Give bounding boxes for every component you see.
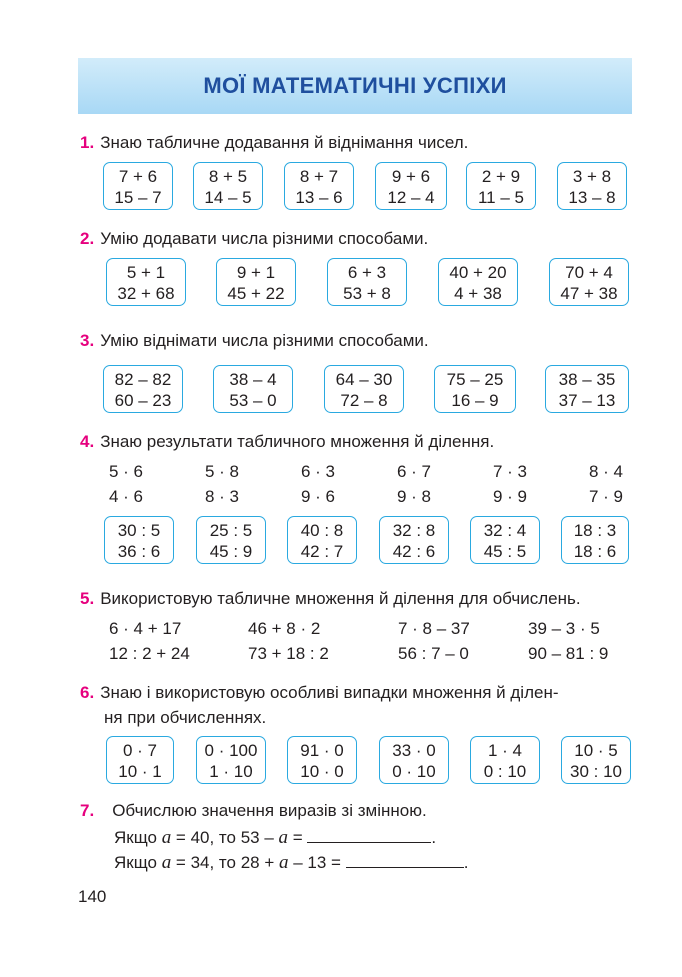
task-text: ня при обчисленнях. xyxy=(104,708,267,727)
variable-a: a xyxy=(161,852,172,873)
task-text: Знаю і використовую особливі випадки множення й ділен- xyxy=(100,683,559,702)
variable-a: a xyxy=(279,852,289,873)
variable-a: a xyxy=(278,827,289,848)
expression-box: 38 – 35 37 – 13 xyxy=(545,365,629,413)
title-banner xyxy=(78,58,632,114)
expression-column: 7 · 8 – 37 56 : 7 – 0 xyxy=(398,619,470,663)
expression-box: 40 : 8 42 : 7 xyxy=(287,516,357,564)
task-5-heading xyxy=(80,588,581,610)
expression-box: 30 : 5 36 : 6 xyxy=(104,516,174,564)
task-number: 6. xyxy=(80,683,95,702)
expression-box: 1 · 4 0 : 10 xyxy=(470,736,540,784)
task-text: Знаю результати табличного множення й ділення. xyxy=(100,432,495,451)
task-6-heading-continued xyxy=(104,707,266,729)
expression-box: 10 · 5 30 : 10 xyxy=(561,736,631,784)
task-text: Умію віднімати числа різними способами. xyxy=(100,331,429,350)
task-number: 2. xyxy=(80,229,95,248)
expression-box: 5 + 1 32 + 68 xyxy=(106,258,186,306)
expression-column: 46 + 8 · 2 73 + 18 : 2 xyxy=(248,619,329,663)
variable-expression-line-2: Якщо a = 34, то 28 + a – 13 = . xyxy=(114,852,469,873)
expression-column: 8 · 4 7 · 9 xyxy=(589,462,624,506)
expression-box: 18 : 3 18 : 6 xyxy=(561,516,629,564)
task-number: 5. xyxy=(80,589,95,608)
expression-box: 40 + 20 4 + 38 xyxy=(438,258,518,306)
task-1-boxes xyxy=(0,162,682,214)
expression-box: 82 – 82 60 – 23 xyxy=(103,365,183,413)
task-text: Знаю табличне додавання й віднімання чисел. xyxy=(100,133,469,152)
task-text: Обчислюю значення виразів зі змінною. xyxy=(112,801,427,820)
expression-box: 38 – 4 53 – 0 xyxy=(213,365,293,413)
task-number: 3. xyxy=(80,331,95,350)
expression-column: 5 · 6 4 · 6 xyxy=(109,462,144,506)
page-title: МОЇ МАТЕМАТИЧНІ УСПІХИ xyxy=(203,73,507,98)
task-number: 4. xyxy=(80,432,95,451)
expression-box: 2 + 9 11 – 5 xyxy=(466,162,536,210)
task-2-heading xyxy=(80,228,428,250)
task-number: 7. xyxy=(80,801,95,820)
task-2-boxes xyxy=(0,258,682,310)
task-4-boxes xyxy=(0,516,682,568)
expression-box: 8 + 5 14 – 5 xyxy=(193,162,263,210)
expression-box: 0 · 100 1 · 10 xyxy=(196,736,266,784)
expression-column: 39 – 3 · 5 90 – 81 : 9 xyxy=(528,619,609,663)
expression-column: 6 · 4 + 17 12 : 2 + 24 xyxy=(109,619,190,663)
expression-box: 3 + 8 13 – 8 xyxy=(557,162,627,210)
variable-expression-line-1: Якщо a = 40, то 53 – a = . xyxy=(114,827,437,848)
answer-blank[interactable] xyxy=(346,853,464,868)
expression-box: 75 – 25 16 – 9 xyxy=(434,365,516,413)
expression-box: 64 – 30 72 – 8 xyxy=(324,365,404,413)
expression-column: 6 · 7 9 · 8 xyxy=(397,462,432,506)
task-1-heading xyxy=(80,132,468,154)
task-number: 1. xyxy=(80,133,95,152)
page-number: 140 xyxy=(78,887,107,906)
expression-box: 9 + 6 12 – 4 xyxy=(375,162,447,210)
expression-box: 6 + 3 53 + 8 xyxy=(327,258,407,306)
task-3-heading xyxy=(80,330,429,352)
task-6-boxes xyxy=(0,736,682,788)
task-4-heading xyxy=(80,431,494,453)
expression-box: 8 + 7 13 – 6 xyxy=(284,162,354,210)
expression-column: 6 · 3 9 · 6 xyxy=(301,462,336,506)
task-7-heading xyxy=(80,800,427,822)
variable-a: a xyxy=(161,827,172,848)
expression-box: 91 · 0 10 · 0 xyxy=(287,736,357,784)
task-text: Умію додавати числа різними способами. xyxy=(100,229,429,248)
expression-box: 0 · 7 10 · 1 xyxy=(106,736,174,784)
answer-blank[interactable] xyxy=(307,828,431,843)
expression-box: 9 + 1 45 + 22 xyxy=(216,258,296,306)
task-6-heading xyxy=(80,682,559,704)
expression-box: 70 + 4 47 + 38 xyxy=(549,258,629,306)
expression-box: 7 + 6 15 – 7 xyxy=(103,162,173,210)
task-text: Використовую табличне множення й ділення для обчислень. xyxy=(100,589,581,608)
expression-box: 32 : 4 45 : 5 xyxy=(470,516,540,564)
expression-box: 25 : 5 45 : 9 xyxy=(196,516,266,564)
expression-column: 7 · 3 9 · 9 xyxy=(493,462,528,506)
expression-box: 32 : 8 42 : 6 xyxy=(379,516,449,564)
task-3-boxes xyxy=(0,365,682,417)
expression-box: 33 · 0 0 · 10 xyxy=(379,736,449,784)
expression-column: 5 · 8 8 · 3 xyxy=(205,462,240,506)
